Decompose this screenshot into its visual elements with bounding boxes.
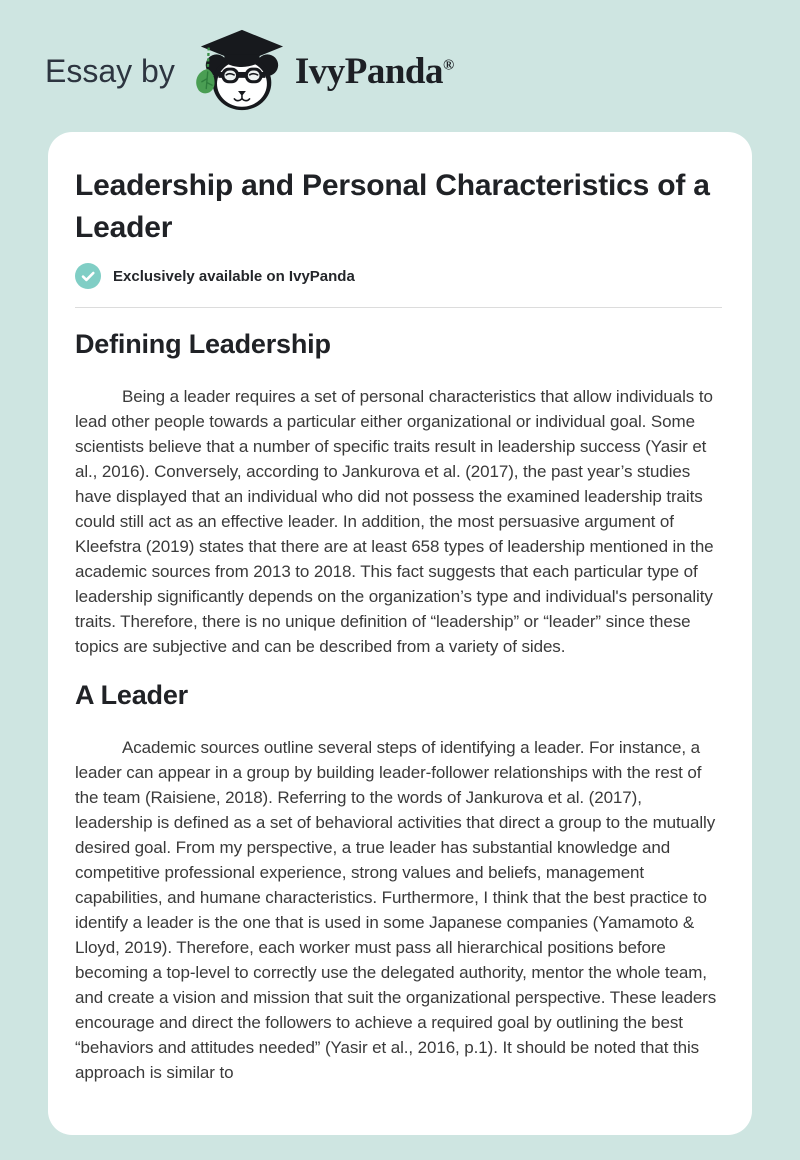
brand-text: IvyPanda bbox=[294, 50, 443, 92]
paragraph-a-leader: Academic sources outline several steps of identifying a leader. For instance, a leader can appear in a group by building leader-follower relationships with the rest of the team (Raisiene, 2018). Referring to the words of Jankurova et al. (2017), leadership is defined as a set of behavioral activities that direct a group to the mutually desired goal. From my perspective, a true leader has substantial knowledge and competitive professional experience, strong values and beliefs, management capabilities, and humane characteristics. Furthermore, I think that the best practice to identify a leader is the one that is used in some Japanese companies (Yamamoto & Lloyd, 2019). Therefore, each worker must pass all hierarchical positions before becoming a top-level to correctly use the delegated authority, mentor the whole team, and create a vision and mission that suit the organizational perspective. These leaders encourage and direct the followers to achieve a required goal by outlining the best “behaviors and attitudes needed” (Yasir et al., 2016, p.1). It should be noted that this approach is similar to bbox=[75, 738, 717, 1082]
panda-graduate-icon[interactable] bbox=[189, 26, 291, 116]
section-a-leader bbox=[75, 680, 722, 1085]
section-heading-defining-leadership: Defining Leadership bbox=[75, 329, 331, 359]
essay-by-label: Essay by bbox=[45, 52, 175, 89]
check-icon bbox=[75, 263, 101, 289]
essay-title: Leadership and Personal Characteristics of a Leader bbox=[75, 169, 710, 244]
availability-badge bbox=[75, 263, 722, 289]
paragraph-defining-leadership: Being a leader requires a set of personal characteristics that allow individuals to lead other people towards a particular either organizational or individual goal. Some scientists believe that a number of specific traits result in leadership success (Yasir et al., 2016). Conversely, according to Jankurova et al. (2017), the past year’s studies have displayed that an individual who did not possess the examined leadership traits could still act as an effective leader. In addition, the most persuasive argument of Kleefstra (2019) states that there are at least 658 types of leadership mentioned in the academic sources from 2013 to 2018. This fact suggests that each particular type of leadership significantly depends on the organization’s type and individual's personality traits. Therefore, there is no unique definition of “leadership” or “leader” since these topics are subjective and can be described from a variety of sides. bbox=[75, 387, 714, 656]
section-defining-leadership bbox=[75, 329, 722, 659]
divider bbox=[75, 307, 722, 308]
essay-card bbox=[48, 132, 752, 1135]
availability-label: Exclusively available on IvyPanda bbox=[113, 267, 355, 285]
registered-mark: ® bbox=[442, 57, 454, 74]
page-header bbox=[0, 0, 800, 116]
section-heading-a-leader: A Leader bbox=[75, 680, 188, 710]
brand-name[interactable] bbox=[295, 50, 454, 93]
